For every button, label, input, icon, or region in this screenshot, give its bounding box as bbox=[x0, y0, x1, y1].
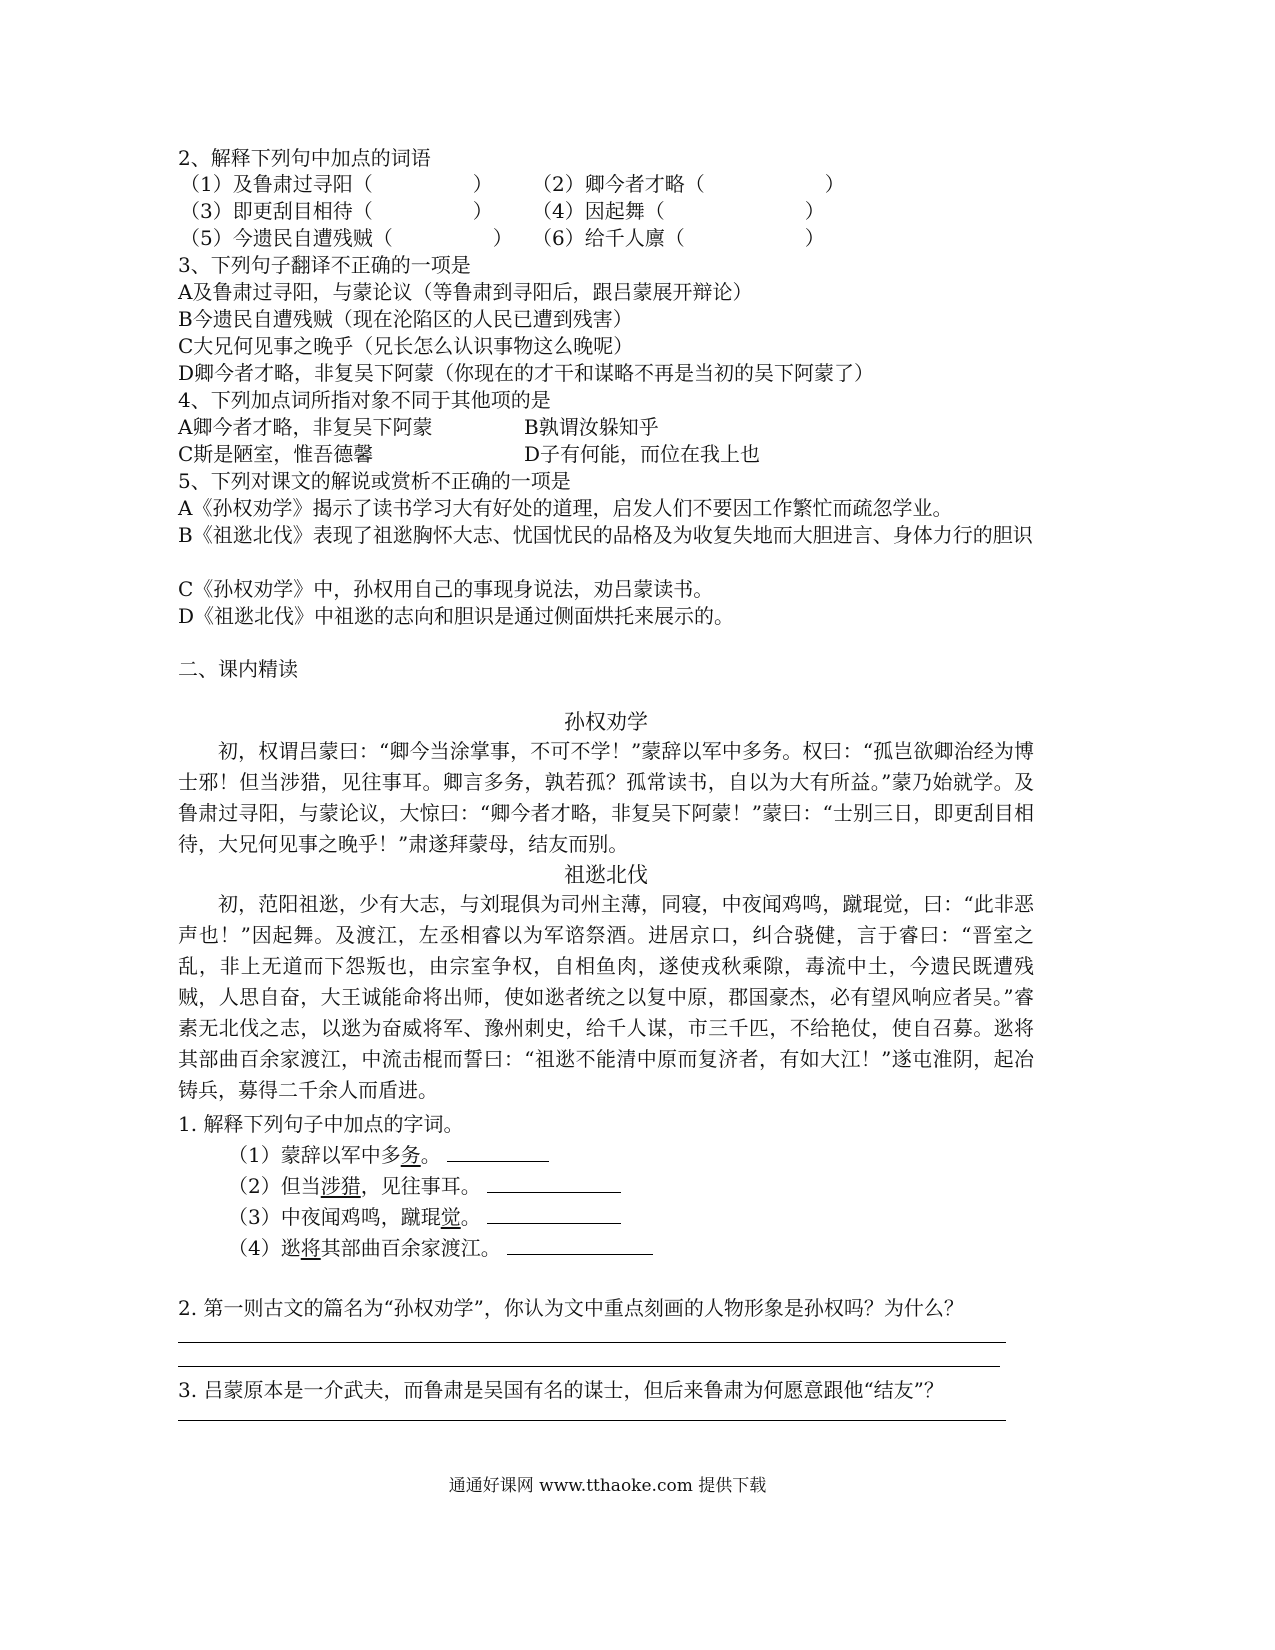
answer-line-3[interactable] bbox=[178, 1420, 1006, 1421]
text1-body: 初，权谓吕蒙曰：“卿今当涂掌事，不可不学！”蒙辞以军中多务。权曰：“孤岂欲卿治经为博士邪！但当涉猎，见往事耳。卿言多务，孰若孤？孤常读书，自以为大有所益。”蒙乃始就学。及鲁肃过寻阳，与蒙论议，大惊曰：“卿今者才略，非复吴下阿蒙！”蒙曰：“士别三日，即更刮目相待，大兄何见事之晚乎！”肃遂拜蒙母，结友而别。 bbox=[178, 739, 1034, 856]
q1-heading: 1. 解释下列句子中加点的字词。 bbox=[178, 1112, 464, 1136]
q1-item-3-marked: 觉 bbox=[440, 1205, 461, 1229]
q3-option-d: D卿今者才略，非复吴下阿蒙（你现在的才干和谋略不再是当初的吴下阿蒙了） bbox=[178, 361, 875, 385]
q4-option-d: D子有何能，而位在我上也 bbox=[524, 442, 761, 466]
q3-option-c: C大兄何见事之晚乎（兄长怎么认识事物这么晚呢） bbox=[178, 334, 634, 358]
q1-item-1-marked: 务 bbox=[400, 1143, 421, 1167]
q3-option-a: A及鲁肃过寻阳，与蒙论议（等鲁肃到寻阳后，跟吕蒙展开辩论） bbox=[178, 280, 753, 304]
answer-line-1[interactable] bbox=[178, 1342, 1006, 1343]
q3-heading: 3、下列句子翻译不正确的一项是 bbox=[178, 253, 471, 277]
q2-heading: 2、解释下列句中加点的词语 bbox=[178, 146, 431, 170]
q2-item-2: （2）卿今者才略（ ） bbox=[532, 172, 845, 196]
q1-answer-blank-1[interactable] bbox=[447, 1141, 549, 1162]
text1-title: 孙权劝学 bbox=[564, 710, 648, 734]
q1-answer-blank-2[interactable] bbox=[487, 1172, 621, 1193]
q5-heading: 5、下列对课文的解说或赏析不正确的一项是 bbox=[178, 469, 571, 493]
footer-credit: 通通好课网 www.tthaoke.com 提供下载 bbox=[448, 1476, 767, 1496]
q1-answer-blank-3[interactable] bbox=[487, 1203, 621, 1224]
q1-item-4-marked: 将 bbox=[300, 1236, 321, 1260]
q5-option-b: B《祖逖北伐》表现了祖逖胸怀大志、忧国忧民的品格及为收复失地而大胆进言、身体力行的胆识 bbox=[178, 523, 1033, 547]
q4-heading: 4、下列加点词所指对象不同于其他项的是 bbox=[178, 388, 551, 412]
q5-option-a: A《孙权劝学》揭示了读书学习大有好处的道理，启发人们不要因工作繁忙而疏忽学业。 bbox=[178, 496, 953, 520]
q1-item-4 bbox=[228, 1234, 653, 1262]
q5-option-d: D《祖逖北伐》中祖逖的志向和胆识是通过侧面烘托来展示的。 bbox=[178, 604, 735, 628]
q2-item-1: （1）及鲁肃过寻阳（ ） bbox=[180, 172, 493, 196]
text2-title: 祖逖北伐 bbox=[564, 863, 648, 887]
q4-option-c: C斯是陋室，惟吾德馨 bbox=[178, 442, 374, 466]
q2-item-3: （3）即更刮目相待（ ） bbox=[180, 199, 493, 223]
q1-item-2-post: ，见往事耳。 bbox=[360, 1174, 481, 1198]
q2-item-6: （6）给千人廪（ ） bbox=[532, 226, 825, 250]
q1-item-2 bbox=[228, 1172, 621, 1200]
q4-option-b: B孰谓汝躲知乎 bbox=[524, 415, 659, 439]
q2-item-4: （4）因起舞（ ） bbox=[532, 199, 825, 223]
q1-item-1-pre: （1）蒙辞以军中多 bbox=[228, 1143, 401, 1167]
q2-item-5: （5）今遗民自遭残贼（ ） bbox=[180, 226, 513, 250]
section-heading: 二、课内精读 bbox=[178, 657, 298, 681]
q1-item-1 bbox=[228, 1141, 549, 1169]
q1-item-3-post: 。 bbox=[460, 1205, 481, 1229]
q1-item-2-marked: 涉猎 bbox=[320, 1174, 361, 1198]
q1-item-1-post: 。 bbox=[420, 1143, 441, 1167]
q1-answer-blank-4[interactable] bbox=[507, 1234, 653, 1255]
answer-line-2[interactable] bbox=[178, 1366, 1000, 1367]
q1-item-4-post: 其部曲百余家渡江。 bbox=[320, 1236, 501, 1260]
q1-item-3-pre: （3）中夜闻鸡鸣，蹴琨 bbox=[228, 1205, 441, 1229]
q3-open-question: 3. 吕蒙原本是一介武夫，而鲁肃是吴国有名的谋士，但后来鲁肃为何愿意跟他“结友”？ bbox=[178, 1378, 944, 1402]
q5-option-c: C《孙权劝学》中，孙权用自己的事现身说法，劝吕蒙读书。 bbox=[178, 577, 714, 601]
text2-body: 初，范阳祖逖，少有大志，与刘琨俱为司州主薄，同寝，中夜闻鸡鸣，蹴琨觉，曰：“此非恶声也！”因起舞。及渡江，左丞相睿以为军谘祭酒。进居京口，纠合骁健，言于睿曰：“晋室之乱，非上无道而下怨叛也，由宗室争权，自相鱼肉，遂使戎秋乘隙，毒流中土，今遗民既遭残贼，人思自奋，大王诚能命将出师，使如逖者统之以复中原，郡国豪杰，必有望风响应者吴。”睿素无北伐之志，以逖为奋威将军、豫州刺史，给千人谋，市三千匹，不给艳仗，使自召募。逖将其部曲百余家渡江，中流击棍而誓曰：“祖逖不能清中原而复济者，有如大江！”遂屯淮阴，起冶铸兵，募得二千余人而盾进。 bbox=[178, 892, 1034, 1102]
q2-open-question: 2. 第一则古文的篇名为“孙权劝学”，你认为文中重点刻画的人物形象是孙权吗？为什么？ bbox=[178, 1296, 964, 1320]
q1-item-4-pre: （4）逖 bbox=[228, 1236, 301, 1260]
q1-item-3 bbox=[228, 1203, 621, 1231]
q3-option-b: B今遗民自遭残贼（现在沦陷区的人民已遭到残害） bbox=[178, 307, 633, 331]
q1-item-2-pre: （2）但当 bbox=[228, 1174, 321, 1198]
q4-option-a: A卿今者才略，非复吴下阿蒙 bbox=[178, 415, 433, 439]
